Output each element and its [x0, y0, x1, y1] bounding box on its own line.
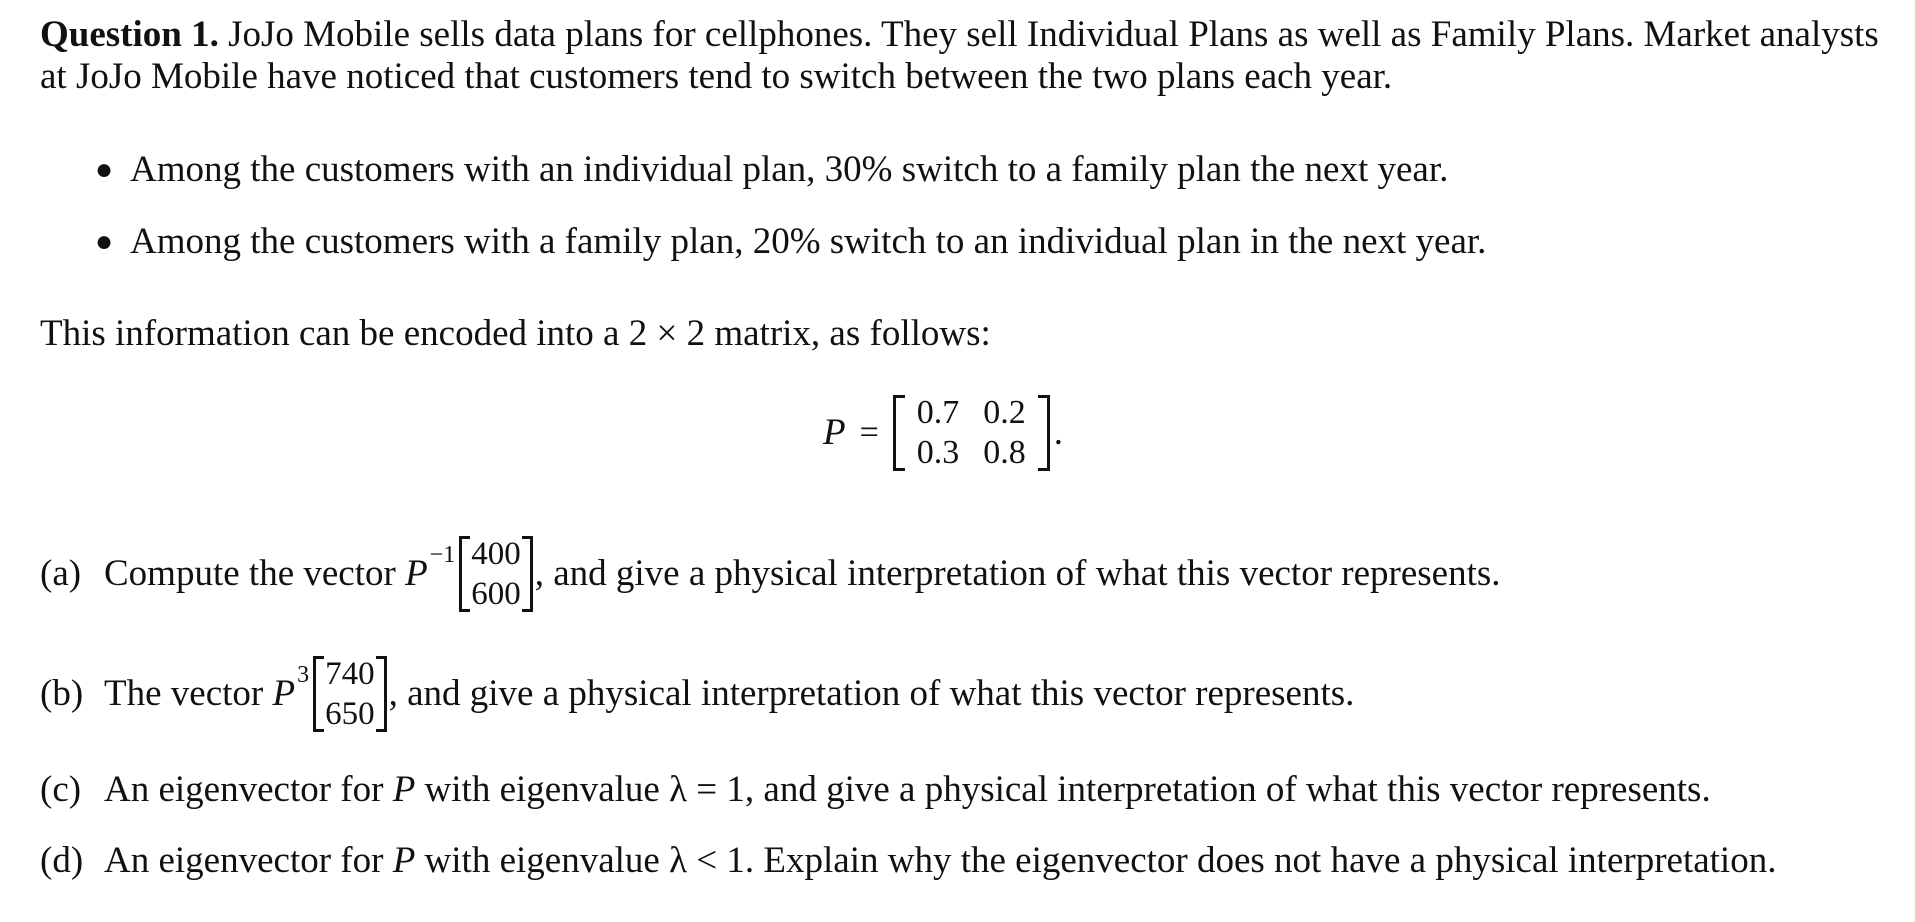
part-c-label: (c) [40, 768, 82, 810]
part-d-relation: < 1 [687, 839, 745, 881]
matrix-equation [823, 386, 1063, 480]
part-a-vector [459, 534, 533, 614]
matrix-name: P [823, 411, 846, 453]
bullet-icon: ● [95, 225, 114, 258]
part-b-text-after: , and give a physical interpretation of what this vector represents. [388, 672, 1355, 714]
part-a-label: (a) [40, 552, 82, 594]
bullet-text: Among the customers with an individual plan, 30% switch to a family plan the next year. [130, 149, 1449, 190]
vector-entry: 740 [325, 656, 375, 692]
matrix-cell: 0.2 [983, 394, 1026, 431]
part-c-relation: = 1 [687, 768, 745, 810]
part-c-text-before: An eigenvector for [104, 768, 393, 810]
equals-sign: = [859, 414, 879, 452]
part-b [40, 647, 1354, 741]
matrix-period: . [1053, 411, 1064, 453]
list-item [95, 220, 1486, 292]
bullet-icon: ● [95, 153, 114, 186]
part-a-text-after: , and give a physical interpretation of what this vector represents. [534, 552, 1501, 594]
part-b-symbol: P [272, 672, 296, 714]
bullet-text: Among the customers with a family plan, 20% switch to an individual plan in the next year. [130, 221, 1487, 262]
bullet-list [95, 148, 1486, 292]
part-a-exponent: −1 [429, 542, 456, 569]
part-b-vector [313, 654, 387, 734]
part-d-label: (d) [40, 839, 84, 881]
list-item [95, 148, 1486, 220]
vector-entry: 650 [325, 696, 375, 732]
lambda-symbol: λ [669, 768, 688, 810]
part-d-text-after: . Explain why the eigenvector does not have a physical interpretation. [744, 839, 1777, 881]
part-d [40, 836, 1776, 886]
matrix-cell: 0.3 [916, 434, 960, 471]
part-b-label: (b) [40, 672, 84, 714]
question-label: Question 1. [40, 14, 219, 55]
part-a-text-before: Compute the vector [104, 552, 406, 594]
vector-entry: 600 [471, 576, 521, 612]
part-c-text-after: , and give a physical interpretation of what this vector represents. [744, 768, 1711, 810]
lambda-symbol: λ [669, 839, 688, 881]
part-a-symbol: P [405, 552, 428, 594]
matrix-intro-paragraph: This information can be encoded into a 2 × 2 matrix, as follows: [40, 313, 991, 354]
part-a [40, 527, 1501, 621]
vector-entry: 400 [471, 536, 521, 572]
transition-matrix [893, 393, 1050, 473]
matrix-display [40, 386, 1890, 486]
part-c-symbol: P [392, 768, 416, 810]
part-d-symbol: P [392, 839, 416, 881]
question-page [40, 0, 1890, 922]
part-d-text-before: An eigenvector for [104, 839, 393, 881]
part-b-text-before: The vector [104, 672, 273, 714]
part-c [40, 765, 1711, 815]
part-c-text-mid: with eigenvalue [415, 768, 670, 810]
matrix-cell: 0.8 [983, 434, 1026, 471]
matrix-cell: 0.7 [916, 394, 960, 431]
part-d-text-mid: with eigenvalue [415, 839, 670, 881]
question-intro-text: JoJo Mobile sells data plans for cellphones. They sell Individual Plans as well as Family Plans. Market analysts at JoJo Mobile have noticed that customers tend to switch between the two plans each year. [40, 14, 1879, 97]
question-intro [40, 14, 1890, 98]
part-b-exponent: 3 [297, 662, 310, 689]
